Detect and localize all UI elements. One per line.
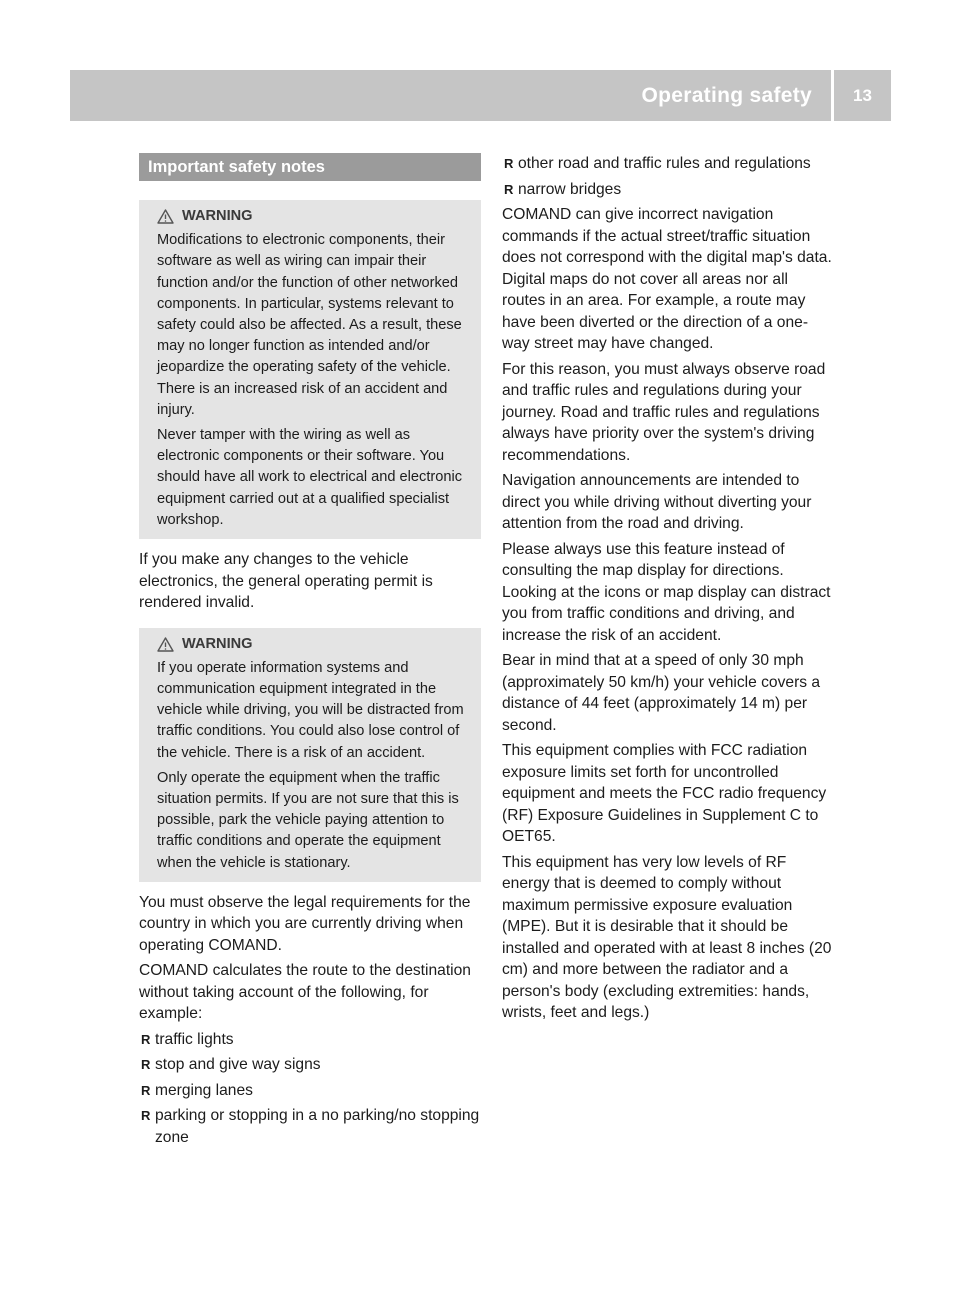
list-item (139, 1105, 481, 1148)
warning-label: WARNING (182, 208, 253, 224)
warning-triangle-icon (157, 637, 174, 652)
body-paragraph: For this reason, you must always observe road and traffic rules and regulations during your journey. Road and traffic rules and regulations always have priority over the system's driving recommendations. (502, 360, 826, 464)
body-paragraph: This equipment complies with FCC radiation exposure limits set forth for uncontrolled equipment and meets the FCC radio frequency (RF) Exposure Guidelines in Supplement C to OET65. (502, 742, 827, 845)
bullet-icon: R (141, 1082, 151, 1098)
warning-box (139, 628, 481, 882)
body-paragraph: Bear in mind that at a speed of only 30 mph (approximately 50 km/h) your vehicle covers a distance of 44 feet (approximately 14 m) per second. (502, 652, 821, 734)
list-item-text: merging lanes (155, 1081, 253, 1099)
body-paragraph: Please always use this feature instead of consulting the map display for directions. Looking at the icons or map display can distract you from traffic conditions and driving, and increase the risk of an accident. (502, 540, 831, 644)
warning-text: If you operate information systems and communication equipment integrated in the vehicle while driving, you will be distracted from traffic conditions. You could also lose control of the vehicle. There is a risk of an accident. (157, 659, 464, 761)
warning-text: Only operate the equipment when the traffic situation permits. If you are not sure that this is possible, park the vehicle paying attention to traffic conditions and operate the equipment when the vehicle is stationary. (157, 769, 459, 871)
page-number: 13 (853, 86, 872, 105)
bullet-icon: R (141, 1108, 151, 1124)
body-paragraph: Navigation announcements are intended to direct you while driving without diverting your attention from the road and driving. (502, 472, 812, 532)
bullet-icon: R (504, 181, 514, 197)
body-paragraph: This equipment has very low levels of RF energy that is deemed to comply without maximum permissive exposure evaluation (MPE). But it is desirable that it should be installed and operated with at least 8 inches (20 cm) and more between the radiator and a person's body (excluding extremities: hands, wrists, feet and legs.) (502, 853, 832, 1021)
warning-box (139, 200, 481, 539)
page-header (70, 70, 891, 121)
body-paragraph: You must observe the legal requirements for the country in which you are currently driving when operating COMAND. (139, 893, 471, 954)
list-item-text: traffic lights (155, 1030, 234, 1048)
warning-text: Never tamper with the wiring as well as electronic components or their software. You should have all work to electrical and electronic equipment carried out at a qualified specialist workshop. (157, 427, 463, 528)
warning-header (157, 634, 473, 655)
warning-triangle-icon (157, 209, 174, 224)
section-title: Operating safety (641, 84, 812, 107)
warning-header (157, 206, 473, 227)
warning-text: Modifications to electronic components, their software as well as wiring can impair their function and/or the function of other networked components. In particular, systems relevant to safety could also be affected. As a result, these may no longer function as intended and/or jeopardize the operating safety of the vehicle. There is an increased risk of an accident and injury. (157, 232, 462, 418)
warning-label: WARNING (182, 635, 253, 652)
body-paragraph: If you make any changes to the vehicle electronics, the general operating permit is rendered invalid. (139, 551, 433, 612)
left-column (139, 153, 481, 1152)
list-item-text: stop and give way signs (155, 1056, 321, 1074)
section-heading: Important safety notes (139, 153, 481, 181)
list-item (139, 1080, 481, 1102)
bullet-icon: R (141, 1057, 151, 1073)
list-item (139, 1029, 481, 1051)
right-column (502, 153, 834, 1028)
list-item-text: narrow bridges (518, 180, 622, 198)
list-item (502, 179, 834, 201)
list-item (502, 153, 834, 175)
body-paragraph: COMAND calculates the route to the destination without taking account of the following, for example: (139, 962, 471, 1023)
body-paragraph: COMAND can give incorrect navigation commands if the actual street/traffic situation does not correspond with the digital map's data. Digital maps do not cover all areas nor all routes in an area. For example, a route may have been diverted or the direction of a one-way street may have changed. (502, 206, 832, 352)
list-item (139, 1054, 481, 1076)
bullet-icon: R (504, 156, 514, 171)
list-item-text: parking or stopping in a no parking/no stopping zone (155, 1107, 480, 1146)
bullet-icon: R (141, 1031, 151, 1047)
list-item-text: other road and traffic rules and regulations (518, 155, 811, 172)
